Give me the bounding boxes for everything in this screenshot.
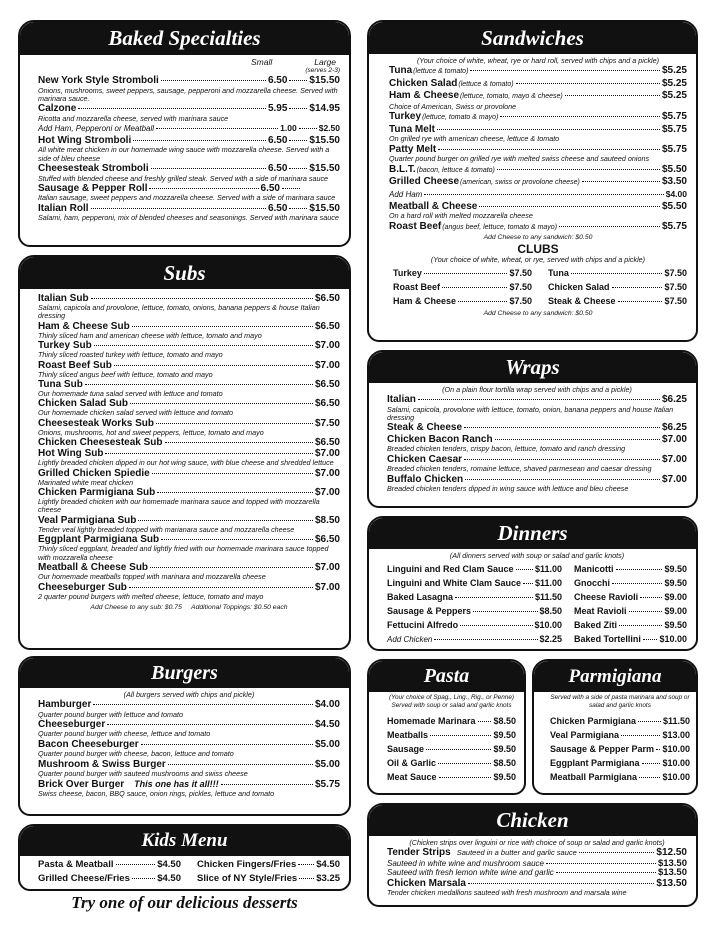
item-name: Buffalo Chicken (387, 473, 464, 485)
item-price: $5.00 (314, 738, 340, 750)
item-name: Cheeseburger (38, 718, 106, 730)
section-title: Parmigiana (534, 661, 696, 692)
item-name: Grilled Cheese (389, 176, 460, 188)
item-description: Breaded chicken tenders, crispy bacon, lettuce, tomato and ranch dressing (387, 444, 626, 454)
item-price: $7.00 (314, 487, 340, 499)
item-name: Chicken Caesar (387, 453, 463, 465)
item-name: Hamburger (38, 699, 92, 710)
item-price: $6.25 (661, 422, 687, 434)
item-qualifier: (lettuce, tomato, mayo & cheese) (460, 93, 563, 101)
small-column-label: Small (250, 57, 273, 67)
menu-item-steak-cheese (387, 422, 687, 434)
item-name: Oil & Garlic (387, 758, 437, 768)
item-name: Chicken Parmigiana (550, 716, 637, 726)
item-name: Chicken Fingers/Fries (197, 859, 297, 870)
item-description: All white meat chicken in our homemade wing sauce with mozzarella cheese. Served with a side of bleu cheese (38, 145, 330, 163)
item-price: $5.25 (661, 65, 687, 76)
burgers-section (18, 656, 351, 816)
item-price: $9.50 (493, 772, 516, 782)
item-description: Thinly sliced roasted turkey with lettuce, tomato and mayo (38, 350, 223, 360)
item-price: $10.00 (659, 634, 687, 644)
item-name: Meatballs (387, 730, 429, 740)
item-price: $4.00 (314, 699, 340, 710)
item-name: Baked Lasagna (387, 592, 454, 602)
item-price: $5.00 (314, 758, 340, 770)
item-price: $8.50 (493, 716, 516, 726)
item-description: Salami, ham, pepperoni, mix of blended cheeses and seasonings. Served with marinara sauce (38, 213, 339, 223)
menu-item-fettucini-alfredo (387, 618, 562, 632)
menu-item-meatball-parmigiana (550, 770, 690, 784)
item-name: Calzone (38, 103, 77, 115)
item-name: Sausage & Peppers (387, 606, 472, 616)
menu-item-hamburger (38, 699, 340, 711)
item-name: Roast Beef Sub (38, 359, 112, 371)
item-price: $3.25 (316, 873, 340, 884)
item-price: $5.50 (661, 200, 687, 212)
large-price: $14.95 (309, 103, 340, 115)
item-price: $5.75 (661, 111, 687, 123)
item-name: Cheesesteak Works Sub (38, 417, 154, 429)
section-title: Kids Menu (20, 826, 349, 856)
item-name: Eggplant Parmigiana Sub (38, 534, 160, 546)
item-name: Ham & Cheese Sub (38, 320, 130, 332)
item-name: Tender Strips (387, 847, 451, 858)
item-description: Thinly sliced eggplant, breaded and lightly fried with our homemade marinara sauce topped with mozzarella cheese (38, 544, 329, 562)
item-description: Salami, capicola, provolone with lettuce, tomato, onion, banana peppers and house Italian dressing (387, 404, 674, 422)
item-name: Sausage (387, 744, 425, 754)
menu-item-steak-cheese (548, 294, 687, 308)
menu-item-linguini-and-white-clam-sauce (387, 576, 562, 590)
section-title: Chicken (369, 805, 696, 836)
pasta-section (367, 659, 526, 795)
item-description: Sauteed in a butter and garlic sauce (456, 848, 577, 857)
item-name: Roast Beef (393, 282, 441, 293)
menu-item-meat-ravioli (574, 604, 687, 618)
menu-item-gnocchi (574, 576, 687, 590)
item-price: $7.00 (661, 453, 687, 465)
item-qualifier: (lettuce, tomato & mayo) (422, 114, 499, 122)
item-description: Swiss cheese, bacon, BBQ sauce, onion rings, pickles, lettuce and tomato (38, 789, 275, 799)
menu-item-tuna (389, 65, 687, 78)
item-qualifier: (bacon, lettuce & tomato) (416, 166, 495, 174)
item-name: Cheese Ravioli (574, 592, 639, 602)
menu-item-turkey (393, 266, 532, 280)
menu-item-cheese-ravioli (574, 590, 687, 604)
item-name: Brick Over Burger (38, 778, 125, 790)
item-name: Add Chicken (387, 635, 433, 644)
item-price: $6.50 (314, 437, 340, 449)
menu-item-oil-garlic (387, 756, 516, 770)
menu-item-ham-cheese (393, 294, 532, 308)
item-price: $10.00 (662, 772, 690, 782)
menu-item-baked-ziti (574, 618, 687, 632)
menu-item-sausage-peppers (387, 604, 562, 618)
large-price: $15.50 (309, 134, 340, 146)
item-price: $5.25 (661, 90, 687, 102)
item-name: Homemade Marinara (387, 716, 476, 726)
menu-item-linguini-and-red-clam-sauce (387, 562, 562, 576)
menu-item-cheesesteak-stromboli (38, 163, 340, 175)
parmigiana-note: Served with a side of pasta marinara and soup or salad and garlic knots (550, 694, 690, 709)
menu-item-pasta-meatball (38, 858, 181, 872)
item-name: Mushroom & Swiss Burger (38, 758, 166, 770)
item-name: Patty Melt (389, 143, 437, 155)
item-name: Hot Wing Sub (38, 448, 104, 460)
chicken-note: (Chicken strips over linguini or rice with choice of soup or salad and garlic knots) (409, 838, 665, 847)
item-name: Baked Ziti (574, 620, 618, 630)
small-price: 6.50 (267, 75, 288, 86)
item-price: $8.50 (539, 606, 563, 616)
item-name: Steak & Cheese (548, 296, 616, 307)
item-name: Tuna Melt (389, 123, 435, 135)
menu-item-chicken-salad (548, 280, 687, 294)
item-price: $7.00 (314, 448, 340, 460)
item-price: $7.00 (314, 359, 340, 371)
dinners-section (367, 516, 698, 651)
item-price: $5.50 (661, 163, 687, 175)
item-price: $12.50 (656, 847, 687, 858)
serves-note: (serves 2-3) (305, 67, 340, 74)
item-description: Breaded chicken tenders, romaine lettuce, shaved parmesean and caesar dressing (387, 464, 652, 474)
item-price: $8.50 (314, 514, 340, 526)
item-price: $6.50 (314, 320, 340, 332)
item-description: Tender veal lightly breaded topped with marianara sauce and mozzarella cheese (38, 524, 295, 534)
menu-item-homemade-marinara (387, 714, 516, 728)
item-price: $5.75 (661, 143, 687, 155)
item-price: $13.50 (657, 857, 687, 869)
item-description: Ricotta and mozzarella cheese, served with marinara sauce (38, 113, 229, 123)
section-title: Sandwiches (369, 22, 696, 54)
item-name: Veal Parmigiana (550, 730, 620, 740)
option-text: Sauteed with fresh lemon white wine and garlic (387, 868, 554, 877)
item-name: Gnocchi (574, 578, 611, 588)
menu-item-baked-lasagna (387, 590, 562, 604)
menu-item-roast-beef (393, 280, 532, 294)
item-name: Meat Ravioli (574, 606, 627, 616)
item-price: $13.00 (662, 730, 690, 740)
item-price: $9.00 (664, 592, 687, 602)
item-description: Quarter pound burger with lettuce and tomato (38, 709, 184, 719)
item-price: $11.50 (535, 592, 563, 602)
pasta-note: (Your choice of Spag., Ling., Rig., or Penne) Served with soup or salad and garlic knots (388, 694, 515, 709)
item-price: $13.50 (656, 877, 687, 889)
item-qualifier: (american, swiss or provolone cheese) (460, 179, 580, 187)
baked-specialties-section (18, 20, 351, 247)
item-price: $7.00 (314, 340, 340, 352)
item-name: Veal Parmigiana Sub (38, 514, 137, 526)
item-description: Italian sausage, sweet peppers and mozzarella cheese. Served with a side of marinara sauce (38, 193, 336, 203)
item-price: $7.50 (509, 268, 532, 279)
item-name: Chicken Salad Sub (38, 398, 129, 410)
item-name: Chicken Marsala (387, 877, 466, 889)
item-name: Ham & Cheese (393, 296, 457, 307)
small-price: 6.50 (267, 134, 288, 146)
item-price: $7.50 (509, 282, 532, 293)
item-qualifier: (lettuce & tomato) (458, 80, 514, 88)
item-name: Tuna Sub (38, 379, 83, 391)
item-price: $7.50 (664, 296, 687, 307)
item-name: Steak & Cheese (387, 422, 463, 434)
menu-item-veal-parmigiana (550, 728, 690, 742)
small-price: 6.50 (260, 182, 280, 194)
menu-item-chicken-cheesesteak-sub (38, 437, 340, 448)
item-name: Chicken Salad (548, 282, 610, 293)
parmigiana-section (532, 659, 698, 795)
item-price: $7.50 (314, 417, 340, 429)
item-description: 2 quarter pound burgers with melted cheese, lettuce, tomato and mayo (38, 591, 264, 601)
item-price: $4.50 (314, 718, 340, 730)
item-description: Thinly sliced angus beef with lettuce, tomato and mayo (38, 369, 213, 379)
menu-item-cheeseburger-sub (38, 582, 340, 593)
wraps-section (367, 350, 698, 508)
item-description: Our homemade tuna salad served with lettuce and tomato (38, 389, 223, 399)
menu-item-sausage (387, 742, 516, 756)
item-price: $8.50 (493, 758, 516, 768)
item-name: Roast Beef (389, 220, 442, 232)
item-price: $11.00 (535, 578, 563, 588)
item-price: $6.50 (314, 534, 340, 546)
item-name: Turkey (393, 268, 422, 279)
item-description: Quarter pound burger on grilled rye with melted swiss cheese and sauteed onions (389, 154, 650, 164)
section-title: Baked Specialties (20, 22, 349, 55)
section-title: Burgers (20, 658, 349, 688)
menu-item-slice-of-ny-style-fries (197, 872, 340, 886)
subs-footer-note: Add Cheese to any sub: $0.75 Additional Toppings: $0.50 each (90, 603, 288, 611)
item-description: Salami, capicola and provolone, lettuce, tomato, onions, banana peppers & house Italian dressing (38, 303, 320, 321)
item-price: $5.75 (314, 778, 340, 790)
wraps-note: (On a plain flour tortilla wrap served with chips and a pickle) (442, 385, 632, 394)
item-price: $10.00 (534, 620, 563, 630)
item-name: Baked Tortellini (574, 634, 641, 644)
item-description: Our homemade meatballs topped with marinara and mozzarella cheese (38, 572, 266, 582)
small-price: 6.50 (267, 163, 288, 175)
item-name: Chicken Salad (389, 77, 458, 89)
item-name: Grilled Cheese/Fries (38, 873, 130, 884)
item-price: $4.50 (157, 873, 181, 884)
item-price: $6.50 (314, 379, 340, 391)
item-price: $3.50 (661, 176, 687, 188)
item-price: $6.50 (314, 293, 340, 304)
item-description: Quarter pound burger with cheese, lettuce and tomato (38, 729, 211, 739)
menu-item-italian (387, 394, 687, 406)
item-description: Quarter pound burger with sauteed mushrooms and swiss cheese (38, 769, 248, 779)
small-price: 1.00 (280, 123, 297, 134)
section-title: Wraps (369, 352, 696, 383)
item-description: Stuffed with blended cheese and freshly grilled steak. Served with a side of marinara sauce (38, 173, 329, 183)
menu-item-add-ham-pepperoni-or-meatball (38, 123, 340, 135)
large-price: $15.50 (309, 163, 340, 175)
desserts-tagline: Try one of our delicious desserts (71, 893, 298, 912)
section-title: Subs (20, 257, 349, 289)
item-name: Grilled Chicken Spiedie (38, 467, 150, 479)
item-price: $4.50 (316, 859, 340, 870)
item-name: Hot Wing Stromboli (38, 134, 132, 146)
item-name: New York Style Stromboli (38, 75, 159, 86)
item-qualifier: (lettuce & tomato) (413, 68, 469, 75)
sandwiches-footer-note: Add Cheese to any sandwich: $0.50 (483, 234, 593, 242)
chicken-section (367, 803, 698, 907)
item-name: Italian (387, 394, 416, 405)
item-price: $7.00 (661, 433, 687, 445)
item-description: Thinly sliced ham and american cheese with lettuce, tomato and mayo (38, 330, 262, 340)
menu-item-new-york-style-stromboli (38, 75, 340, 87)
item-name: Chicken Parmigiana Sub (38, 487, 156, 499)
item-name: Linguini and White Clam Sauce (387, 578, 522, 588)
item-price: $6.50 (314, 398, 340, 410)
chicken-option-1 (387, 868, 687, 878)
item-description: On a hard roll with melted mozzarella cheese (389, 211, 533, 221)
item-price: $7.50 (509, 296, 532, 307)
menu-item-sausage-pepper-parm (550, 742, 690, 756)
item-name: Fettucini Alfredo (387, 620, 459, 630)
menu-item-roast-beef-sub (38, 360, 340, 371)
clubs-note: (Your choice of white, wheat, or rye, served with chips and a pickle) (430, 255, 646, 265)
menu-item-eggplant-parmigiana (550, 756, 690, 770)
large-price: $15.50 (309, 202, 340, 214)
item-name: B.L.T. (389, 163, 416, 175)
item-price: $13.50 (657, 867, 687, 878)
menu-item-roast-beef (389, 221, 687, 234)
small-price: 6.50 (267, 202, 288, 214)
item-name: Sausage & Pepper Roll (38, 182, 148, 194)
menu-item-add-chicken (387, 632, 562, 647)
item-price: $7.50 (664, 282, 687, 293)
section-title: Pasta (369, 661, 524, 692)
item-price: $9.50 (493, 730, 516, 740)
item-name: Bacon Cheeseburger (38, 738, 139, 750)
item-description: Tender chicken medallions sauteed with fresh mushroom and marsala wine (387, 888, 627, 897)
item-price: $5.25 (661, 77, 687, 89)
menu-item-meat-sauce (387, 770, 516, 784)
item-price: $9.50 (664, 578, 687, 588)
section-title: Dinners (369, 518, 696, 549)
item-name: Italian Sub (38, 293, 89, 304)
item-description: Lightly breaded chicken with our homemade marinara sauce and topped with mozzarella cheese (38, 497, 320, 515)
item-description: Marinated white meat chicken (38, 477, 134, 487)
item-price: $10.00 (662, 758, 690, 768)
item-name: Meatball & Cheese Sub (38, 562, 149, 574)
item-description: Quarter pound burger with cheese, bacon, lettuce and tomato (38, 749, 234, 759)
item-name: Chicken Bacon Ranch (387, 433, 493, 445)
item-price: $9.50 (664, 620, 687, 630)
item-name: Tuna (389, 65, 413, 76)
item-price: $11.50 (662, 716, 690, 726)
item-name: Eggplant Parmigiana (550, 758, 640, 768)
item-price: $4.00 (665, 188, 687, 199)
item-description: Choice of American, Swiss or provolone (389, 101, 517, 111)
menu-item-ham-cheese (389, 90, 687, 103)
subs-section (18, 255, 351, 650)
item-tagline: This one has it all!!! (134, 778, 219, 789)
item-name: Meatball Parmigiana (550, 772, 638, 782)
item-name: Sausage & Pepper Parm (550, 744, 655, 754)
item-name: Linguini and Red Clam Sauce (387, 564, 514, 574)
menu-item-chicken-parmigiana (550, 714, 690, 728)
item-price: $9.50 (664, 564, 687, 574)
clubs-footer-note: Add Cheese to any sandwich: $0.50 (483, 310, 593, 318)
burgers-note: (All burgers served with chips and pickle) (123, 690, 255, 699)
sandwiches-note: (Your choice of white, wheat, rye or hard roll, served with chips and a pickle) (416, 56, 660, 65)
menu-item-turkey (389, 111, 687, 124)
item-name: Turkey (389, 111, 422, 123)
item-price: $9.00 (664, 606, 687, 616)
menu-item-baked-tortellini (574, 632, 687, 646)
item-description: Our homemade chicken salad served with lettuce and tomato (38, 408, 233, 418)
small-price: 5.95 (267, 103, 288, 115)
item-name: Add Ham, Pepperoni or Meatball (38, 124, 155, 134)
item-qualifier: (angus beef, lettuce, tomato & mayo) (442, 223, 558, 231)
menu-item-grilled-cheese (389, 176, 687, 189)
dinners-note: (All dinners served with soup or salad and garlic knots) (449, 551, 625, 560)
item-name: Meatball & Cheese (389, 200, 478, 212)
menu-item-chicken-salad (389, 78, 687, 91)
option-text: Sauteed in white wine and mushroom sauce (387, 858, 544, 868)
item-price: $11.00 (535, 564, 563, 574)
clubs-title: CLUBS (517, 242, 559, 257)
item-price: $2.25 (539, 634, 563, 644)
menu-item-add-ham (389, 189, 687, 201)
menu-item-grilled-chicken-spiedie (38, 468, 340, 479)
kids-menu-section (18, 824, 351, 891)
item-name: Cheesesteak Stromboli (38, 163, 149, 175)
item-description: Onions, mushrooms, hot and sweet peppers, lettuce, tomato and mayo (38, 427, 264, 437)
menu-item-tuna (548, 266, 687, 280)
item-price: $6.25 (661, 394, 687, 405)
item-name: Slice of NY Style/Fries (197, 873, 298, 884)
chicken-option-0 (387, 859, 687, 869)
item-name: Add Ham (389, 189, 423, 199)
menu-item-tender-strips (387, 847, 687, 859)
item-name: Tuna (548, 268, 569, 279)
large-price: $2.50 (318, 123, 340, 134)
item-price: $5.75 (661, 123, 687, 135)
item-name: Italian Roll (38, 202, 89, 214)
item-description: Breaded chicken tenders dipped in wing sauce with lettuce and bleu cheese (387, 484, 629, 494)
item-name: Manicotti (574, 564, 614, 574)
item-name: Ham & Cheese (389, 90, 460, 102)
item-price: $7.00 (314, 562, 340, 574)
item-name: Chicken Cheesesteak Sub (38, 437, 163, 449)
item-name: Cheeseburger Sub (38, 581, 127, 593)
item-description: Lightly breaded chicken dipped in our hot wing sauce, with blue cheese and shredded lettuce (38, 458, 334, 468)
item-name: Meat Sauce (387, 772, 437, 782)
menu-item-grilled-cheese-fries (38, 872, 181, 886)
item-price: $10.00 (662, 744, 690, 754)
item-name: Pasta & Meatball (38, 859, 114, 870)
item-price: $9.50 (493, 744, 516, 754)
menu-item-meatballs (387, 728, 516, 742)
item-price: $5.75 (661, 220, 687, 232)
large-price: $15.50 (309, 75, 340, 86)
item-price: $7.50 (664, 268, 687, 279)
menu-item-chicken-fingers-fries (197, 858, 340, 872)
item-name: Turkey Sub (38, 340, 92, 352)
item-price: $7.00 (314, 467, 340, 479)
item-description: Onions, mushrooms, sweet peppers, sausage, pepperoni and mozzarella cheese. Served with marinara sauce. (38, 85, 338, 103)
item-price: $7.00 (314, 581, 340, 593)
item-price: $7.00 (661, 473, 687, 485)
item-description: On grilled rye with american cheese, lettuce & tomato (389, 134, 560, 144)
menu-item-manicotti (574, 562, 687, 576)
large-column-label: Large (314, 57, 336, 67)
sandwiches-section (367, 20, 698, 342)
item-price: $4.50 (157, 859, 181, 870)
menu-item-b-l-t (389, 164, 687, 177)
